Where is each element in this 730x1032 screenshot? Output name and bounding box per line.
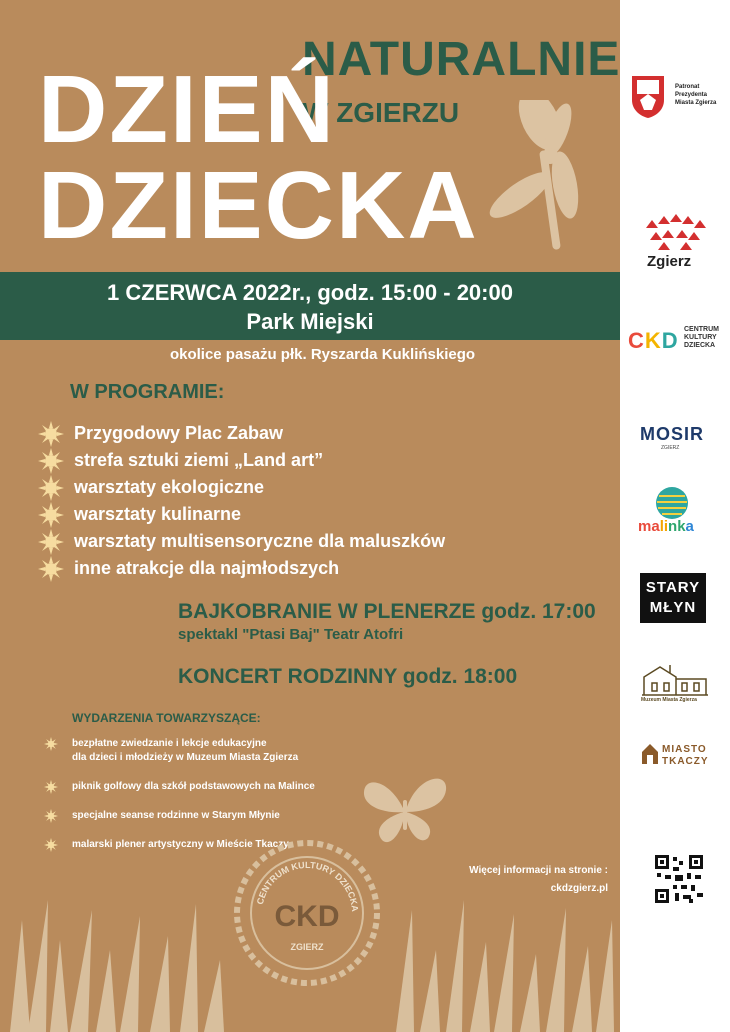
sun-icon <box>44 838 58 852</box>
museum-logo-text: Muzeum Miasta Zgierza <box>641 697 697 703</box>
list-item: inne atrakcje dla najmłodszych <box>38 555 445 582</box>
sun-icon <box>38 556 64 582</box>
koncert-heading: KONCERT RODZINNY godz. 18:00 <box>178 665 518 688</box>
list-item: Przygodowy Plac Zabaw <box>38 420 445 447</box>
subtitle-naturalnie: NATURALNIE <box>302 33 620 86</box>
list-item: specjalne seanse rodzinne w Starym Młynie <box>44 809 280 823</box>
list-item: piknik golfowy dla szkół podstawowych na Malince <box>44 780 315 794</box>
dragonfly-icon <box>480 100 600 260</box>
zgierz-coat-of-arms-icon <box>630 74 666 118</box>
ckd-mark-text: CKD <box>274 900 340 933</box>
side-events-heading: WYDARZENIA TOWARZYSZĄCE: <box>72 711 261 725</box>
sun-icon <box>38 502 64 528</box>
ckd-logo: CKD <box>628 328 679 353</box>
sun-icon <box>38 421 64 447</box>
patronat-text: Patronat Prezydenta Miasta Zgierza <box>675 84 717 106</box>
sun-icon <box>38 529 64 555</box>
miasto-tkaczy-text: MIASTO TKACZY <box>662 744 709 767</box>
title-dziecka: DZIECKA <box>38 152 479 259</box>
list-item: warsztaty multisensoryczne dla maluszków <box>38 528 445 555</box>
malinka-logo-text: malinka <box>638 518 694 535</box>
program-heading: W PROGRAMIE: <box>70 381 225 403</box>
zgierz-logo-icon <box>644 214 706 252</box>
ckd-ring-text: CENTRUM KULTURY DZIECKA <box>254 859 361 913</box>
subtitle-w-zgierzu: W ZGIERZU <box>302 97 460 128</box>
qr-code-icon[interactable] <box>655 855 703 903</box>
more-info-label: Więcej informacji na stronie : <box>469 865 608 876</box>
title-dzien: DZIEŃ <box>38 56 336 163</box>
sun-icon <box>44 737 58 751</box>
bajkobranie-subtitle: spektakl "Ptasi Baj" Teatr Atofri <box>178 626 404 643</box>
ckd-logo-text: CENTRUM KULTURY DZIECKA <box>684 326 719 349</box>
more-info <box>469 862 608 898</box>
list-item: bezpłatne zwiedzanie i lekcje edukacyjne dla dzieci i młodzieży w Muzeum Miasta Zgierza <box>44 737 298 765</box>
mosir-logo: MOSIR <box>640 424 705 444</box>
ckd-emblem <box>232 838 382 988</box>
sun-icon <box>44 809 58 823</box>
list-item: strefa sztuki ziemi „Land art” <box>38 447 445 474</box>
event-vicinity: okolice pasażu płk. Ryszarda Kuklińskiego <box>169 346 476 363</box>
butterfly-icon <box>360 770 450 845</box>
malinka-logo-icon <box>655 486 689 520</box>
sun-icon <box>38 448 64 474</box>
event-place: Park Miejski <box>246 309 374 334</box>
sun-icon <box>44 780 58 794</box>
mosir-logo-subtitle: ZGIERZ <box>661 445 680 451</box>
sun-icon <box>38 475 64 501</box>
list-item: malarski plener artystyczny w Mieście Tkaczy <box>44 838 289 852</box>
list-item: warsztaty ekologiczne <box>38 474 445 501</box>
miasto-tkaczy-icon <box>640 742 660 766</box>
zgierz-logo-text: Zgierz <box>647 253 692 270</box>
more-info-url[interactable]: ckdzgierz.pl <box>550 883 608 894</box>
list-item: warsztaty kulinarne <box>38 501 445 528</box>
ckd-city-text: ZGIERZ <box>290 942 324 952</box>
event-date-time: 1 CZERWCA 2022r., godz. 15:00 - 20:00 <box>107 280 513 305</box>
stary-mlyn-logo: STARY MŁYN <box>640 573 706 623</box>
bajkobranie-heading: BAJKOBRANIE W PLENERZE godz. 17:00 <box>178 600 596 623</box>
program-list <box>38 420 445 582</box>
